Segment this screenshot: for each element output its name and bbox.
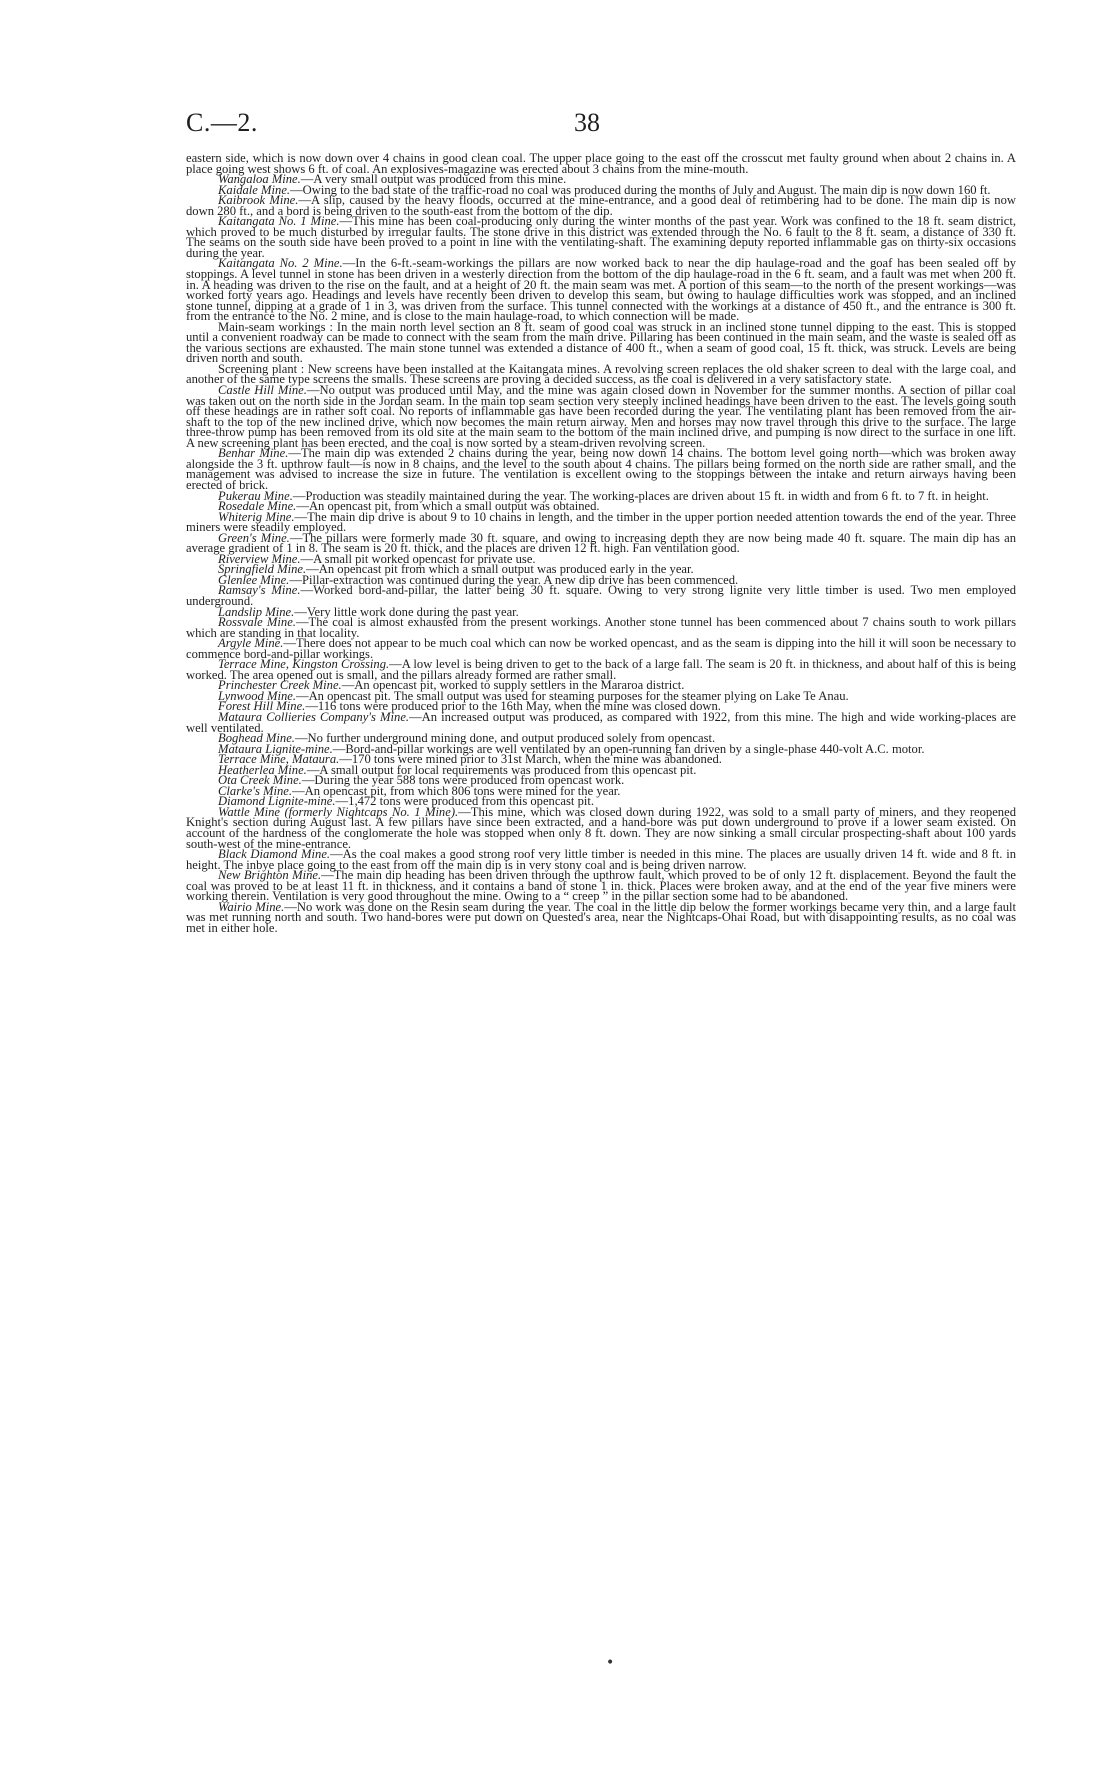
paragraph-text: —No output was produced until May, and the mine was again closed down in November for the summer months. A section of pillar coal was taken out on the north side in the Jordan seam. In the main top seam section very steeply inclined headings have been driven to the east. The levels going south off these headings are in rather soft coal. No reports of inflammable gas have been recorded during the year. The ventilating plant has been removed from the air-shaft to the top of the new inclined drive, which now becomes the main return airway. Men and horses may now travel through this drive to the surface. The large three-throw pump has been removed from its old site at the main seam to the bottom of the main inclined drive, and pumping is now direct to the surface in one lift. A new screening plant has been erected, and the coal is now sorted by a steam-driven revolving screen. xyxy=(186,383,1016,450)
paragraph-text: —In the 6-ft.-seam-workings the pillars are now worked back to near the dip haulage-road and the goaf has been sealed off by stoppings. A level tunnel in stone has been driven in a westerly direction from the bottom of the dip haulage-road in the 6 ft. seam, and a fault was met when 200 ft. in. A heading was driven to the rise on the fault, and at a height of 20 ft. the main seam was met. A portion of this seam—to the north of the present workings—was worked forty years ago. Headings and levels have recently been driven to develop this seam, but owing to haulage difficulties work was stopped, and an inclined stone tunnel, dipping at a grade of 1 in 3, was driven from the surface. This tunnel connected with the workings at a distance of 450 ft., and the entrance is 300 ft. from the entrance to the No. 2 mine, and is close to the main haulage-road, to which connection will be made. xyxy=(186,256,1016,324)
paragraph-text: —A low level is being driven to get to the back of a large fall. The seam is 20 ft. in thickness, and about half of this is being worked. The area opened out is small, and the pillars already formed are rather small. xyxy=(186,657,1016,682)
paragraph-text: —An increased output was produced, as compared with 1922, from this mine. The high and wide working-places are well ventilated. xyxy=(186,709,1016,735)
paragraph-text: —Owing to the bad state of the traffic-road no coal was produced during the months of July and August. The main dip is now down 160 ft. xyxy=(290,182,991,197)
mine-name: Rosedale Mine. xyxy=(218,499,297,514)
paragraph xyxy=(186,319,1016,366)
mine-name: Wangaloa Mine. xyxy=(218,172,301,187)
paragraph-text: —This mine has been coal-producing only during the winter months of the past year. Work was confined to the 18 ft. seam district, which proved to be much disturbed by irregular faults. The stone drive in this district was extended through the No. 6 fault to the 8 ft. seam, a distance of 330 ft. The seams on the south side have been proved to a point in line with the ventilating-shaft. The examining deputy reported inflammable gas on thirty-six occasions during the year. xyxy=(186,214,1016,260)
paragraph-text: —There does not appear to be much coal which can now be worked opencast, and as the seam is dipping into the hill it will soon be necessary to commence bord-and-pillar workings. xyxy=(186,636,1016,661)
mine-name: Heatherlea Mine. xyxy=(218,762,307,777)
paragraph xyxy=(186,256,1016,324)
paragraph-text: —No work was done on the Resin seam during the year. The coal in the little dip below the former workings became very thin, and a large fault was met running north and south. Two hand-bores were put down on Quested's area, near the Nightcaps-Ohai Road, but with disappointing results, as no coal was met in either hole. xyxy=(186,899,1016,935)
bottom-mark: • xyxy=(606,1655,615,1671)
paragraph-text: —The coal is almost exhausted from the present workings. Another stone tunnel has been commenced about 7 chains south to work pillars which are standing in that locality. xyxy=(186,615,1016,640)
paragraph-text: —An opencast pit from which a small output was produced early in the year. xyxy=(306,562,694,577)
paragraph-text: —Bord-and-pillar workings are well ventilated by an open-running fan driven by a single-phase 440-volt A.C. motor. xyxy=(332,741,925,756)
mine-name: New Brighton Mine. xyxy=(218,868,322,883)
paragraph-text: —During the year 588 tons were produced from opencast work. xyxy=(301,773,625,788)
paragraph xyxy=(186,385,1016,448)
mine-name: Clarke's Mine. xyxy=(218,783,293,798)
mine-name: Green's Mine. xyxy=(218,530,290,545)
paragraph xyxy=(186,899,1016,935)
page-header xyxy=(186,108,1016,148)
paragraph-text: —A very small output was produced from this mine. xyxy=(300,172,567,187)
paragraph-text: —An opencast pit, from which 806 tons were mined for the year. xyxy=(292,783,621,798)
mine-name: Boghead Mine. xyxy=(218,731,295,746)
paragraph xyxy=(186,509,1016,535)
paragraph-text: —An opencast pit, worked to supply settlers in the Mararoa district. xyxy=(341,678,685,693)
mine-name: Lynwood Mine. xyxy=(218,688,296,703)
mine-name: Wattle Mine (formerly Nightcaps No. 1 Mine). xyxy=(218,804,459,819)
mine-name: Kaitangata No. 1 Mine. xyxy=(218,214,340,229)
paragraph-text: —Pillar-extraction was continued during the year. A new dip drive has been commenced. xyxy=(289,572,739,587)
paragraph xyxy=(186,585,1016,606)
paragraph xyxy=(186,448,1016,490)
paragraph-text: —Production was steadily maintained during the year. The working-places are driven about 15 ft. in width and from 6 ft. to 7 ft. in height. xyxy=(292,488,989,503)
mine-name: Riverview Mine. xyxy=(218,551,301,566)
paragraph-text: —The main dip drive is about 9 to 10 chains in length, and the timber in the upper portion needed attention towards the end of the year. Three miners were steadily employed. xyxy=(186,509,1016,535)
paragraph-text: Screening plant : New screens have been installed at the Kaitangata mines. A revolving screen replaces the old shaker screen to deal with the large coal, and another of the same type screens the smalls. These screens are proving a decided success, as the coal is delivered in a very satisfactory state. xyxy=(186,361,1016,387)
paragraph-text: —1,472 tons were produced from this opencast pit. xyxy=(335,794,595,809)
paragraph-text: —An opencast pit, from which a small output was obtained. xyxy=(296,499,600,514)
paragraph-text: —An opencast pit. The small output was used for steaming purposes for the steamer plying on Lake Te Anau. xyxy=(295,688,849,703)
mine-name: Landslip Mine. xyxy=(218,604,295,619)
mine-name: Mataura Lignite-mine. xyxy=(218,741,333,756)
mine-name: Terrace Mine, Mataura. xyxy=(218,752,340,767)
page-number: 38 xyxy=(574,108,600,137)
paragraph-text: —Worked bord-and-pillar, the latter being 30 ft. square. Owing to very strong lignite very little timber is used. Two men employed underground. xyxy=(186,583,1016,608)
paragraph xyxy=(186,804,1016,851)
paragraph xyxy=(186,153,1016,174)
paragraph xyxy=(186,361,1016,387)
mine-name: Ramsay's Mine. xyxy=(218,583,301,598)
paragraph xyxy=(186,659,1016,680)
paragraph-text: —A small output for local requirements was produced from this opencast pit. xyxy=(306,762,697,777)
paragraph-text: —A slip, caused by the heavy floods, occurred at the mine-entrance, and a good deal of retimbering had to be done. The main dip is now down 280 ft., and a bord is being driven to the south-east from the bottom of the dip. xyxy=(186,193,1016,218)
paragraph-text: —As the coal makes a good strong roof very little timber is needed in this mine. The places are usually driven 14 ft. wide and 8 ft. in height. The inbye place going to the east from off the main dip is in very stony coal and is being driven narrow. xyxy=(186,847,1016,872)
report-body xyxy=(186,153,1016,933)
mine-name: Kaibrook Mine. xyxy=(218,193,299,208)
paragraph-text: —170 tons were mined prior to 31st March, when the mine was abandoned. xyxy=(339,752,722,767)
mine-name: Kaidale Mine. xyxy=(218,182,291,197)
mine-name: Glenlee Mine. xyxy=(218,572,290,587)
paragraph xyxy=(186,617,1016,638)
mine-name: Castle Hill Mine. xyxy=(218,383,307,398)
mine-name: Argyle Mine. xyxy=(218,636,284,651)
mine-name: Mataura Collieries Company's Mine. xyxy=(218,709,410,724)
paragraph-text: —The main dip heading has been driven through the upthrow fault, which proved to be of only 12 ft. displacement. Beyond the fault the coal was proved to be at least 11 ft. in thickness, and it contains a band of stone 1 in. thick. Places were broken away, and at the end of the year five miners were working therein. Ventilation is very good throughout the mine. Owing to a “ creep ” in the pillar section some had to be abandoned. xyxy=(186,868,1016,904)
paragraph xyxy=(186,530,1016,556)
mine-name: Rossvale Mine. xyxy=(218,615,296,630)
mine-name: Springfield Mine. xyxy=(218,562,307,577)
paragraph-text: —The pillars were formerly made 30 ft. square, and owing to increasing depth they are now being made 40 ft. square. The main dip has an average gradient of 1 in 8. The seam is 20 ft. thick, and the places are driven 12 ft. high. Fan ventilation good. xyxy=(186,530,1016,556)
paragraph xyxy=(186,195,1016,216)
paragraph-text: —116 tons were produced prior to the 16th May, when the mine was closed down. xyxy=(305,699,721,714)
paragraph xyxy=(186,849,1016,870)
paragraph-text: Main-seam workings : In the main north level section an 8 ft. seam of good coal was struck in an inclined stone tunnel dipping to the east. This is stopped until a convenient roadway can be made to connect with the seam from the main drive. Pillaring has been continued in the main seam, and the waste is sealed off as the various sections are exhausted. The main stone tunnel was extended a distance of 400 ft., when a seam of good coal, 15 ft. thick, was struck. Levels are being driven north and south. xyxy=(186,319,1016,366)
mine-name: Black Diamond Mine. xyxy=(218,847,331,862)
paragraph-text: —A small pit worked opencast for private use. xyxy=(300,551,536,566)
mine-name: Princhester Creek Mine. xyxy=(218,678,342,693)
paragraph-text: —Very little work done during the past year. xyxy=(294,604,519,619)
mine-name: Benhar Mine. xyxy=(218,446,289,461)
mine-name: Wairio Mine. xyxy=(218,899,285,914)
paragraph-text: —No further underground mining done, and output produced solely from opencast. xyxy=(294,731,716,746)
mine-name: Pukerau Mine. xyxy=(218,488,293,503)
paragraph-text: eastern side, which is now down over 4 chains in good clean coal. The upper place going to the east off the crosscut met faulty ground when about 2 chains in. A place going west shows 6 ft. of coal. An explosives-magazine was erected about 3 chains from the mine-mouth. xyxy=(186,151,1016,176)
paragraph-text: —This mine, which was closed down during 1922, was sold to a small party of miners, and they reopened Knight's section during August last. A few pillars have since been extracted, and a hand-bore was put down underground to prove if a lower seam existed. On account of the hardness of the conglomerate the hole was stopped when only 8 ft. down. They are now sinking a small circular prospecting-shaft about 100 yards south-west of the mine-entrance. xyxy=(186,804,1016,851)
paragraph xyxy=(186,709,1016,735)
paragraph-text: —The main dip was extended 2 chains during the year, being now down 14 chains. The bottom level going north—which was broken away alongside the 3 ft. upthrow fault—is now in 8 chains, and the level to the south about 4 chains. The pillars being formed on the north side are rather small, and the management was advised to increase the size in future. The ventilation is excellent owing to the stoppings between the intake and return airways having been erected of brick. xyxy=(186,446,1016,492)
mine-name: Whiterig Mine. xyxy=(218,509,295,524)
mine-name: Kaitangata No. 2 Mine. xyxy=(218,256,343,271)
mine-name: Ota Creek Mine. xyxy=(218,773,302,788)
mine-name: Terrace Mine, Kingston Crossing. xyxy=(218,657,390,672)
document-reference: C.—2. xyxy=(186,108,258,137)
mine-name: Forest Hill Mine. xyxy=(218,699,306,714)
mine-name: Diamond Lignite-mine. xyxy=(218,794,336,809)
paragraph xyxy=(186,216,1016,258)
paragraph xyxy=(186,638,1016,659)
paragraph xyxy=(186,870,1016,902)
